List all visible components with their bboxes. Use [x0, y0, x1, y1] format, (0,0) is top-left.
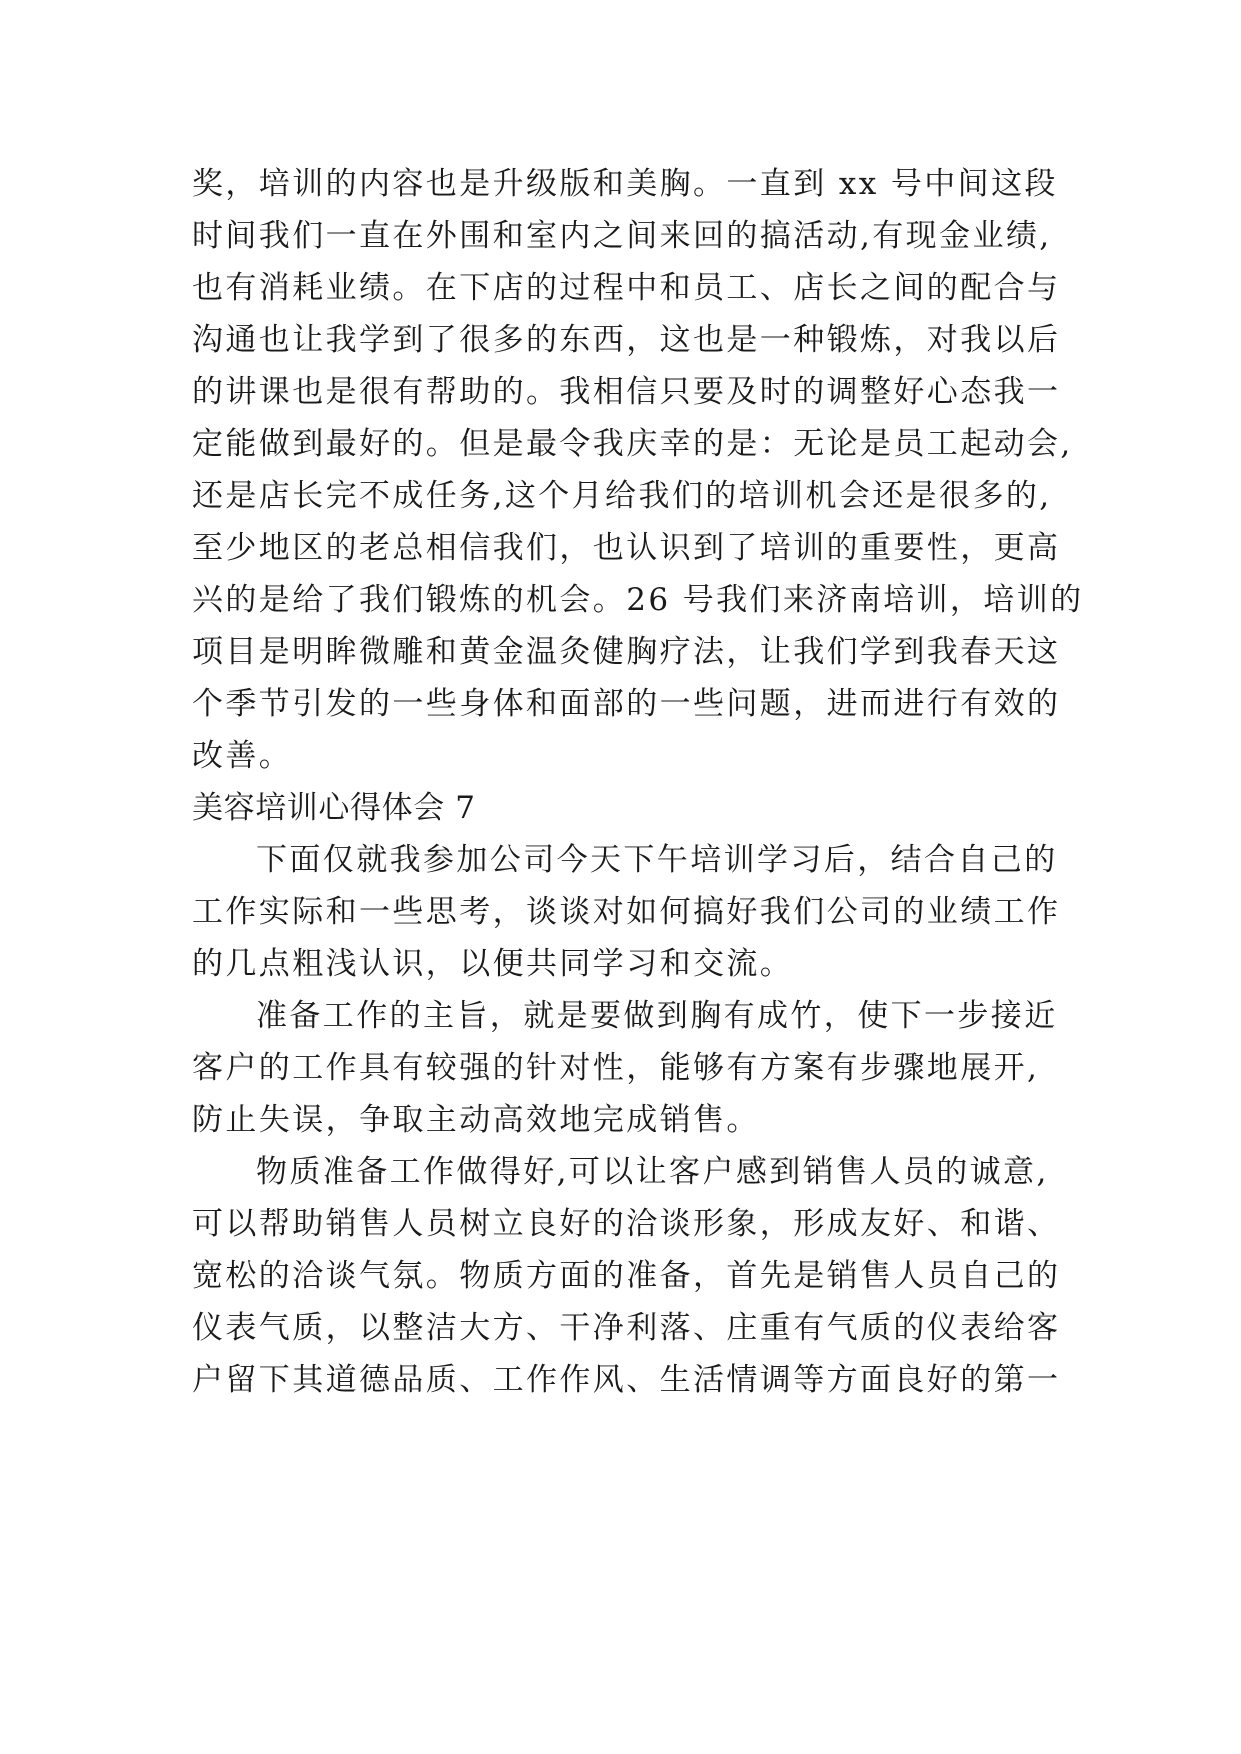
body-line: 改善。 [192, 738, 293, 774]
paragraph-line: 防止失误，争取主动高效地完成销售。 [192, 1102, 760, 1138]
paragraph-line: 工作实际和一些思考，谈谈对如何搞好我们公司的业绩工作 [192, 894, 1061, 930]
body-line: 定能做到最好的。但是最令我庆幸的是：无论是员工起动会, [192, 426, 1073, 462]
paragraph-line: 户留下其道德品质、工作作风、生活情调等方面良好的第一 [192, 1362, 1061, 1398]
paragraph-line: 的几点粗浅认识，以便共同学习和交流。 [192, 946, 794, 982]
paragraph-line: 下面仅就我参加公司今天下午培训学习后，结合自己的 [256, 842, 1058, 878]
paragraph-line: 物质准备工作做得好,可以让客户感到销售人员的诚意, [256, 1154, 1049, 1190]
paragraph-line: 可以帮助销售人员树立良好的洽谈形象，形成友好、和谐、 [192, 1206, 1061, 1242]
body-line: 时间我们一直在外围和室内之间来回的搞活动,有现金业绩, [192, 218, 1052, 254]
body-line: 个季节引发的一些身体和面部的一些问题，进而进行有效的 [192, 686, 1061, 722]
body-line: 也有消耗业绩。在下店的过程中和员工、店长之间的配合与 [192, 270, 1061, 306]
body-line: 兴的是给了我们锻炼的机会。26 号我们来济南培训，培训的 [192, 582, 1084, 618]
paragraph-line: 仪表气质，以整洁大方、干净利落、庄重有气质的仪表给客 [192, 1310, 1061, 1346]
body-line: 的讲课也是很有帮助的。我相信只要及时的调整好心态我一 [192, 374, 1061, 410]
paragraph-line: 客户的工作具有较强的针对性，能够有方案有步骤地展开, [192, 1050, 1040, 1086]
body-line: 项目是明眸微雕和黄金温灸健胸疗法，让我们学到我春天这 [192, 634, 1061, 670]
body-line: 奖，培训的内容也是升级版和美胸。一直到 xx 号中间这段 [192, 166, 1058, 202]
section-heading: 美容培训心得体会 7 [192, 790, 476, 826]
paragraph-line: 准备工作的主旨，就是要做到胸有成竹，使下一步接近 [256, 998, 1058, 1034]
body-line: 沟通也让我学到了很多的东西，这也是一种锻炼，对我以后 [192, 322, 1061, 358]
body-line: 还是店长完不成任务,这个月给我们的培训机会还是很多的, [192, 478, 1052, 514]
paragraph-line: 宽松的洽谈气氛。物质方面的准备，首先是销售人员自己的 [192, 1258, 1061, 1294]
document-body [192, 158, 1084, 1406]
body-line: 至少地区的老总相信我们，也认识到了培训的重要性，更高 [192, 530, 1061, 566]
